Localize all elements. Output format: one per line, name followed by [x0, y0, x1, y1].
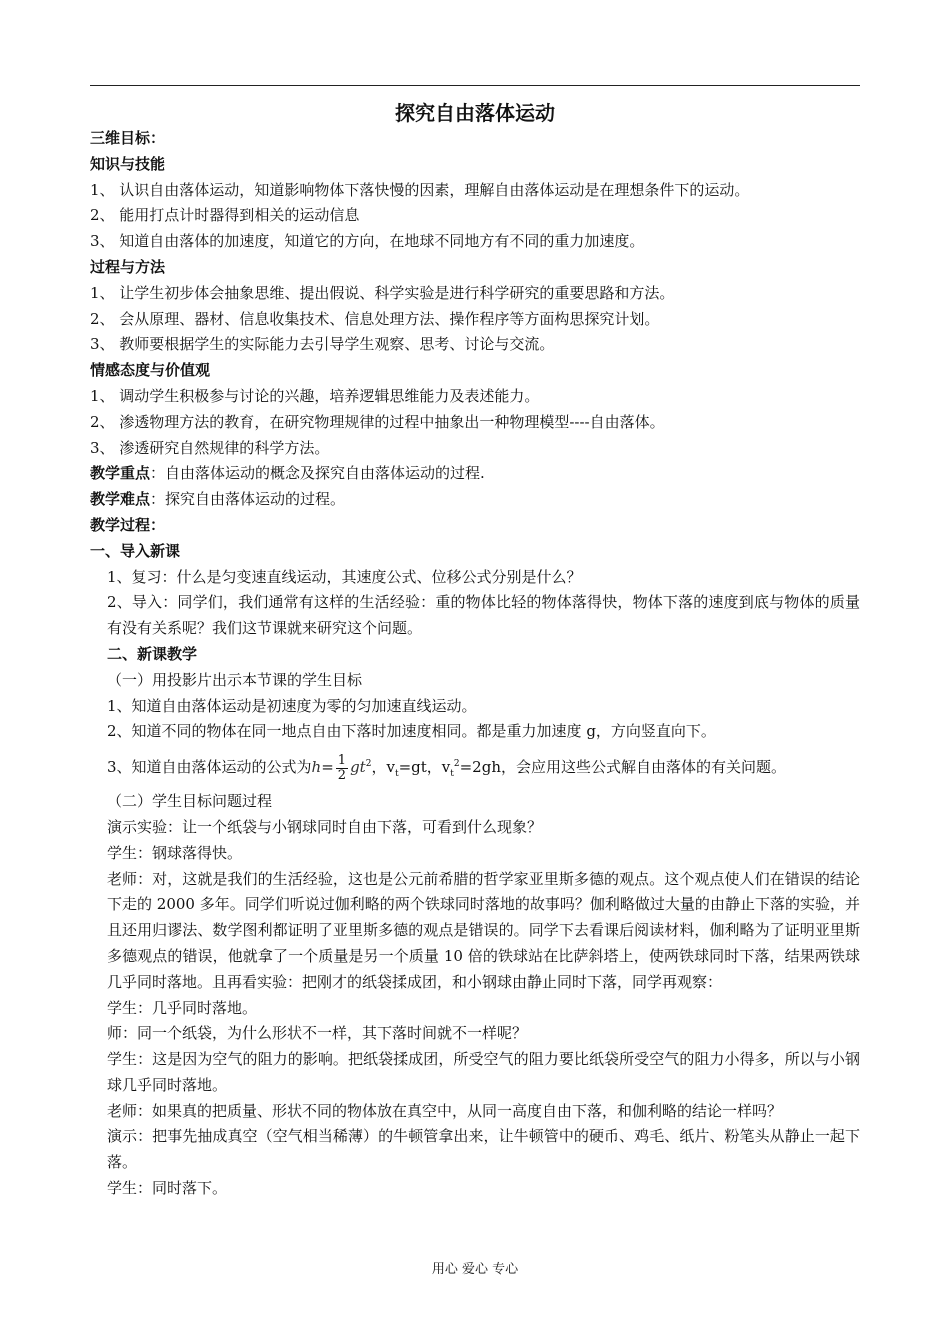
- paragraph: 学生：几乎同时落地。: [107, 998, 258, 1017]
- formula-vt: ，v: [371, 758, 395, 777]
- list-item: 1、 认识自由落体运动，知道影响物体下落快慢的因素，理解自由落体运动是在理想条件下的运动。: [90, 180, 750, 199]
- list-item: 1、 让学生初步体会抽象思维、提出假说、科学实验是进行科学研究的重要思路和方法。: [90, 283, 675, 302]
- page-footer: 用心 爱心 专心: [431, 1262, 519, 1277]
- paragraph: 学生：钢球落得快。: [107, 843, 243, 862]
- formula-line: [90, 745, 860, 789]
- key-point-text: ：自由落体运动的概念及探究自由落体运动的过程.: [150, 464, 485, 483]
- difficulty: [90, 487, 860, 513]
- section-heading: 三维目标：: [90, 129, 166, 147]
- paragraph: 2、导入：同学们，我们通常有这样的生活经验：重的物体比轻的物体落得快，物体下落的速度到底与物体的质量有没有关系呢？我们这节课就来研究这个问题。: [107, 593, 860, 638]
- formula-vt2: =gt，v: [398, 758, 451, 777]
- paragraph: （一）用投影片出示本节课的学生目标: [107, 670, 363, 689]
- fraction-numerator: 1: [337, 752, 347, 768]
- paragraph: 学生：同时落下。: [107, 1179, 228, 1198]
- key-point: [90, 461, 860, 487]
- section-heading: 教学过程：: [90, 515, 166, 534]
- paragraph: 老师：对，这就是我们的生活经验，这也是公元前希腊的哲学家亚里斯多德的观点。这个观点使人们在错误的结论下走的 2000 多年。同学们听说过伽利略的两个铁球同时落地的故事吗？伽利略做过大量的由静止下落的实验，并且还用归谬法、数学图利都证明了亚里斯多德的观点是错误的。同学下去看课后阅读材料，伽利略为了证明亚里斯多德观点的错误，他就拿了一个质量是另一个质量 10 倍的铁球站在比萨斜塔上，使两铁球同时下落，结果两铁球几乎同时落地。且再看实验：把刚才的纸袋揉成团，和小钢球由静止同时下落，同学再观察：: [107, 869, 860, 991]
- list-item: 2、 渗透物理方法的教育，在研究物理规律的过程中抽象出一种物理模型----自由落体。: [90, 412, 665, 431]
- paragraph: 1、复习：什么是匀变速直线运动，其速度公式、位移公式分别是什么？: [107, 567, 582, 586]
- section-heading: 一、导入新课: [90, 541, 181, 560]
- paragraph: 演示实验：让一个纸袋与小钢球同时自由下落，可看到什么现象？: [107, 817, 543, 836]
- document-body: [90, 126, 860, 1202]
- page-title: 探究自由落体运动: [395, 101, 555, 125]
- section-heading: 二、新课教学: [107, 644, 198, 663]
- list-item: 1、知道自由落体运动是初速度为零的匀加速直线运动。: [107, 696, 477, 715]
- paragraph: （二）学生目标问题过程: [107, 792, 273, 811]
- subsection-heading: 过程与方法: [90, 257, 166, 276]
- subscript-t: t: [394, 769, 399, 780]
- difficulty-label: 教学难点: [90, 490, 151, 509]
- header-rule: [90, 85, 860, 86]
- formula-h: h: [311, 758, 322, 777]
- subscript-t: t: [450, 769, 454, 780]
- fraction-denominator: 2: [337, 767, 347, 783]
- formula-eq: =: [321, 758, 334, 777]
- list-item: 2、 会从原理、器材、信息收集技术、信息处理方法、操作程序等方面构思探究计划。: [90, 309, 660, 328]
- superscript-2: 2: [453, 759, 460, 770]
- paragraph: 师：同一个纸袋，为什么形状不一样，其下落时间就不一样呢？: [107, 1024, 528, 1043]
- formula-gt: gt: [350, 758, 366, 777]
- difficulty-text: ：探究自由落体运动的过程。: [150, 490, 346, 509]
- subsection-heading: 情感态度与价值观: [90, 361, 211, 380]
- paragraph: 演示：把事先抽成真空（空气相当稀薄）的牛顿管拿出来，让牛顿管中的硬币、鸡毛、纸片、粉笔头从静止一起下落。: [107, 1127, 860, 1172]
- subsection-heading: 知识与技能: [90, 154, 166, 173]
- list-item: 3、 知道自由落体的加速度，知道它的方向，在地球不同地方有不同的重力加速度。: [90, 232, 645, 251]
- list-item: 1、 调动学生积极参与讨论的兴趣，培养逻辑思维能力及表述能力。: [90, 386, 540, 405]
- list-item: 3、 渗透研究自然规律的科学方法。: [90, 438, 330, 457]
- formula-exponent: 2: [365, 759, 372, 770]
- formula-prefix: 3、知道自由落体运动的公式为: [107, 758, 312, 777]
- fraction: [336, 754, 348, 783]
- paragraph: 老师：如果真的把质量、形状不同的物体放在真空中，从同一高度自由下落，和伽利略的结论一样吗？: [107, 1101, 783, 1120]
- list-item: 2、 能用打点计时器得到相关的运动信息: [90, 206, 360, 225]
- formula-suffix: =2gh，会应用这些公式解自由落体的有关问题。: [459, 758, 786, 777]
- paragraph: 学生：这是因为空气的阻力的影响。把纸袋揉成团，所受空气的阻力要比纸袋所受空气的阻力小得多，所以与小钢球几乎同时落地。: [107, 1050, 860, 1094]
- list-item: 2、知道不同的物体在同一地点自由下落时加速度相同。都是重力加速度 g，方向竖直向下。: [107, 722, 716, 741]
- key-point-label: 教学重点: [90, 464, 151, 483]
- list-item: 3、 教师要根据学生的实际能力去引导学生观察、思考、讨论与交流。: [90, 335, 555, 354]
